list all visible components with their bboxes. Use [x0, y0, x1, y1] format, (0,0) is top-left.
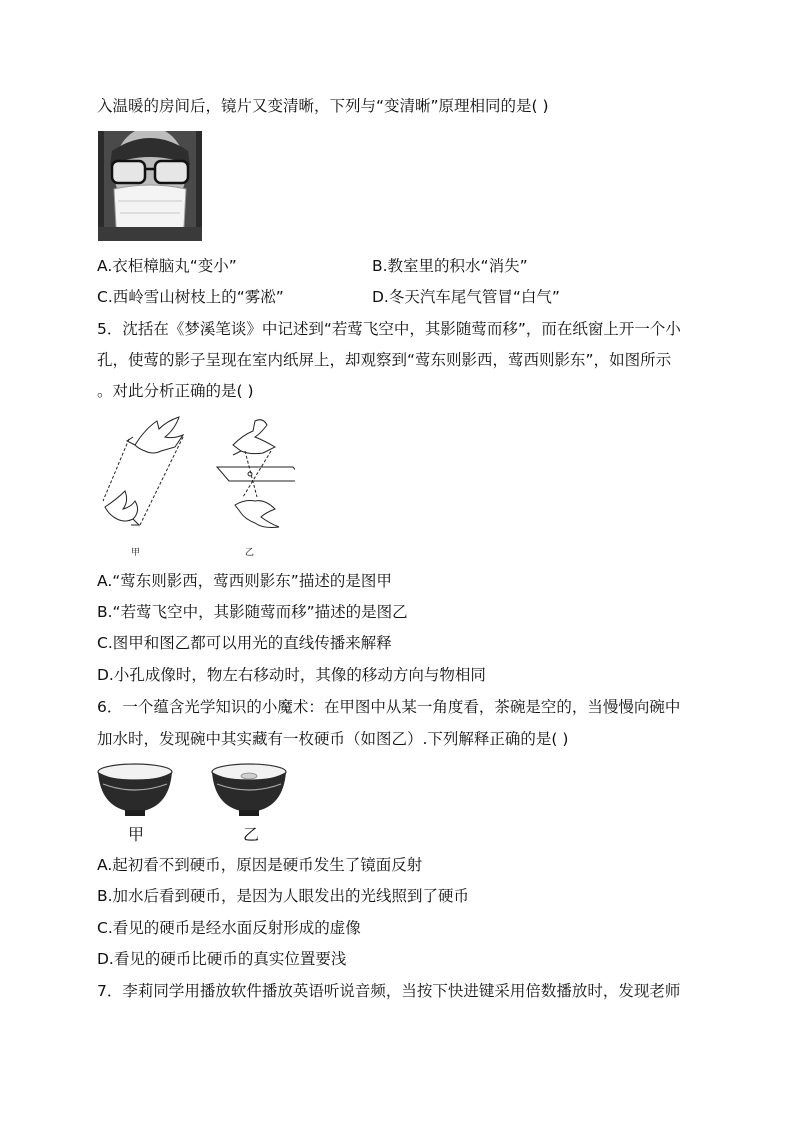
pinhole-bird-figure — [95, 415, 295, 560]
figure-label-jia: 甲 — [131, 548, 141, 558]
q4-option-b: B.教室里的积水“消失” — [372, 257, 528, 275]
q4-option-a: A.衣柜樟脑丸“变小” — [97, 257, 237, 275]
q5-stem-line3: 。对此分析正确的是( ) — [97, 382, 254, 400]
q4-option-d: D.冬天汽车尾气管冒“白气” — [372, 288, 560, 306]
q5-option-d: D.小孔成像时，物左右移动时，其像的移动方向与物相同 — [97, 666, 486, 684]
q5-stem-line1: 5．沈括在《梦溪笔谈》中记述到“若莺飞空中，其影随莺而移”，而在纸窗上开一个小 — [97, 320, 681, 338]
q6-option-d: D.看见的硬币比硬币的真实位置要浅 — [97, 950, 347, 968]
q6-stem-line2: 加水时，发现碗中其实藏有一枚硬币（如图乙）.下列解释正确的是( ) — [97, 730, 569, 748]
tea-bowl-figure — [97, 762, 287, 844]
fogged-glasses-photo — [98, 131, 202, 241]
q7-stem-line1: 7．李莉同学用播放软件播放英语听说音频，当按下快进键采用倍数播放时，发现老师 — [97, 982, 681, 1000]
q5-option-a: A.“莺东则影西，莺西则影东”描述的是图甲 — [97, 572, 392, 590]
q5-option-c: C.图甲和图乙都可以用光的直线传播来解释 — [97, 634, 392, 652]
figure-label-yi: 乙 — [245, 548, 255, 558]
q4-option-c: C.西岭雪山树枝上的“雾凇” — [97, 288, 284, 306]
q6-option-b: B.加水后看到硬币，是因为人眼发出的光线照到了硬币 — [97, 887, 470, 905]
q5-option-b: B.“若莺飞空中，其影随莺而移”描述的是图乙 — [97, 603, 408, 621]
q6-option-a: A.起初看不到硬币，原因是硬币发生了镜面反射 — [97, 856, 423, 874]
q6-option-c: C.看见的硬币是经水面反射形成的虚像 — [97, 919, 361, 937]
figure-label-jia: 甲 — [128, 825, 145, 844]
q6-stem-line1: 6．一个蕴含光学知识的小魔术：在甲图中从某一角度看，茶碗是空的，当慢慢向碗中 — [97, 698, 681, 716]
q4-stem: 入温暖的房间后，镜片又变清晰，下列与“变清晰”原理相同的是( ) — [97, 97, 549, 115]
figure-label-yi: 乙 — [243, 825, 260, 844]
q5-stem-line2: 孔，使莺的影子呈现在室内纸屏上，却观察到“莺东则影西，莺西则影东”，如图所示 — [97, 351, 672, 369]
